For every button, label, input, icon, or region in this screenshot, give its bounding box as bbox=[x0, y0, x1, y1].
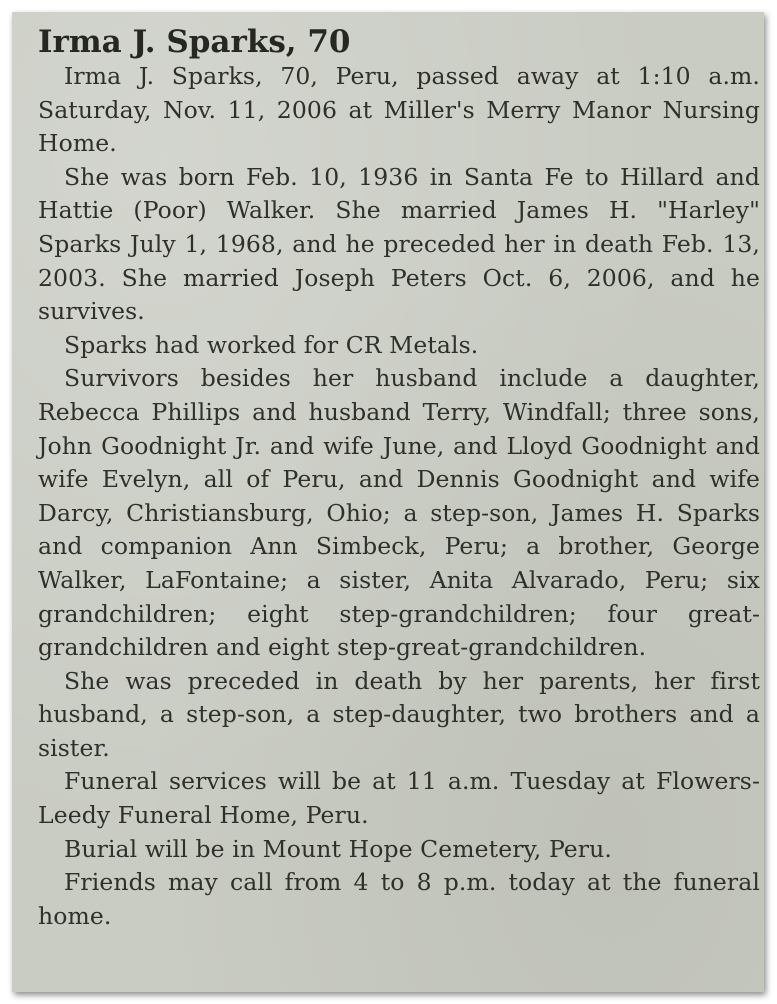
paragraph-survivors: Survivors besides her husband include a daughter, Rebecca Phillips and husband Terry, Windfall; three sons, John Goodnight Jr. and wife June, and Lloyd Goodnight and wife Evelyn, all of Peru, and Dennis Goodnight and wife Darcy, Christiansburg, Ohio; a step-son, James H. Sparks and companion Ann Simbeck, Peru; a brother, George Walker, LaFontaine; a sister, Anita Alvarado, Peru; six grandchildren; eight step-grandchildren; four great-grandchildren and eight step-great-grandchildren. bbox=[38, 364, 760, 662]
paragraph-death-notice: Irma J. Sparks, 70, Peru, passed away at 1:10 a.m. Saturday, Nov. 11, 2006 at Miller's Merry Manor Nursing Home. bbox=[38, 62, 760, 158]
obituary-article bbox=[38, 24, 760, 933]
paragraph-employment: Sparks had worked for CR Metals. bbox=[64, 330, 479, 359]
paragraph-preceded-in-death: She was preceded in death by her parents, her first husband, a step-son, a step-daughter, two brothers and a sister. bbox=[38, 666, 760, 762]
paragraph-funeral-services: Funeral services will be at 11 a.m. Tuesday at Flowers-Leedy Funeral Home, Peru. bbox=[38, 767, 760, 830]
obituary-body bbox=[38, 60, 760, 933]
obituary-headline: Irma J. Sparks, 70 bbox=[38, 24, 351, 60]
paragraph-burial: Burial will be in Mount Hope Cemetery, Peru. bbox=[64, 834, 612, 863]
paragraph-visitation: Friends may call from 4 to 8 p.m. today at the funeral home. bbox=[38, 868, 760, 930]
newspaper-clipping bbox=[12, 12, 764, 992]
paragraph-birth-marriage: She was born Feb. 10, 1936 in Santa Fe to Hillard and Hattie (Poor) Walker. She married James H. "Harley" Sparks July 1, 1968, and he preceded her in death Feb. 13, 2003. She married Joseph Peters Oct. 6, 2006, and he survives. bbox=[38, 162, 760, 326]
